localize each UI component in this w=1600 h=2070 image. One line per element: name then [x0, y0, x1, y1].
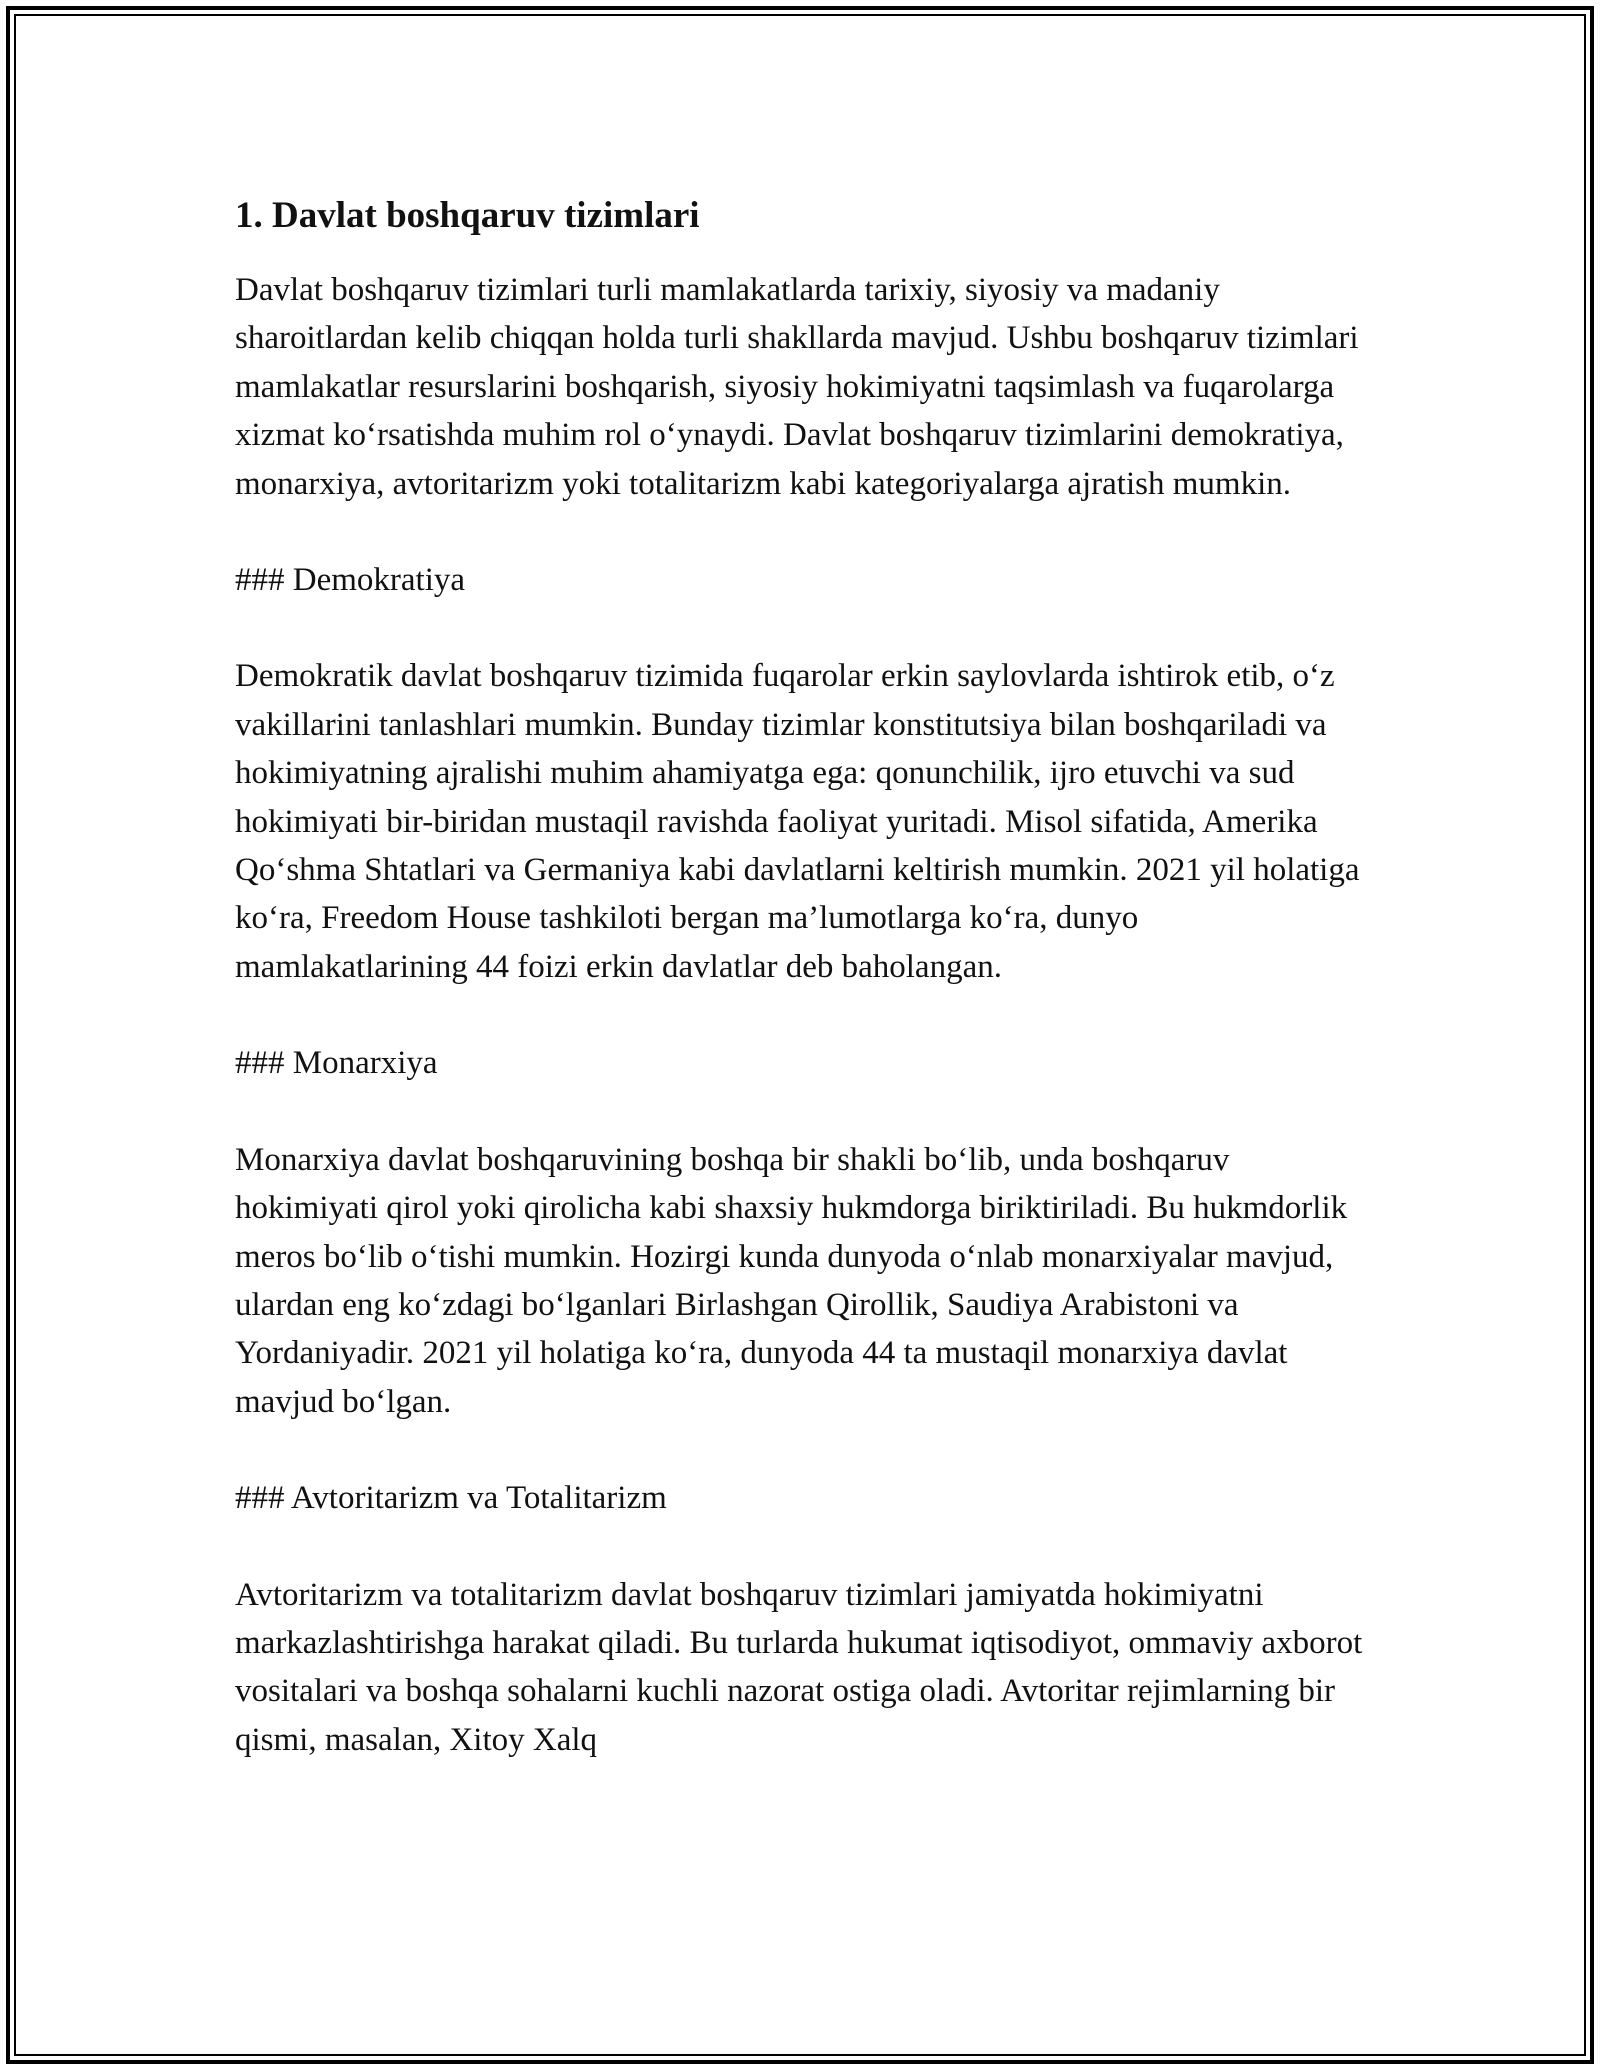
spacer — [235, 1523, 1375, 1571]
document-page — [235, 188, 1375, 1764]
section-heading-demokratiya: ### Demokratiya — [235, 562, 466, 599]
spacer — [235, 1088, 1375, 1136]
section-heading-monarxiya: ### Monarxiya — [235, 1045, 438, 1082]
section-paragraph-avtoritarizm: Avtoritarizm va totalitarizm davlat boshqaruv tizimlari jamiyatda hokimiyatni markazlashtirishga harakat qiladi. Bu turlarda hukumat iqtisodiyot, ommaviy axborot vositalari va boshqa sohalarni kuchli nazorat ostiga oladi. Avtoritar rejimlarning bir qismi, masalan, Xitoy Xalq — [235, 1576, 1363, 1758]
section-heading-avtoritarizm: ### Avtoritarizm va Totalitarizm — [235, 1480, 667, 1517]
section-paragraph-monarxiya: Monarxiya davlat boshqaruvining boshqa bir shakli bo‘lib, unda boshqaruv hokimiyati qirol yoki qirolicha kabi shaxsiy hukmdorga biriktiriladi. Bu hukmdorlik meros bo‘lib o‘tishi mumkin. Hozirgi kunda dunyoda o‘nlab monarxiyalar mavjud, ulardan eng ko‘zdagi bo‘lganlari Birlashgan Qirollik, Saudiya Arabistoni va Yordaniyadir. 2021 yil holatiga ko‘ra, dunyoda 44 ta mustaqil monarxiya davlat mavjud bo‘lgan. — [235, 1141, 1348, 1420]
spacer — [235, 991, 1375, 1039]
intro-paragraph: Davlat boshqaruv tizimlari turli mamlakatlarda tarixiy, siyosiy va madaniy sharoitlardan kelib chiqqan holda turli shakllarda mavjud. Ushbu boshqaruv tizimlari mamlakatlar resurslarini boshqarish, siyosiy hokimiyatni taqsimlash va fuqarolarga xizmat ko‘rsatishda muhim rol o‘ynaydi. Davlat boshqaruv tizimlarini demokratiya, monarxiya, avtoritarizm yoki totalitarizm kabi kategoriyalarga ajratish mumkin. — [235, 272, 1359, 502]
spacer — [235, 508, 1375, 556]
spacer — [235, 604, 1375, 652]
section-paragraph-demokratiya: Demokratik davlat boshqaruv tizimida fuqarolar erkin saylovlarda ishtirok etib, o‘z vakillarini tanlashlari mumkin. Bunday tizimlar konstitutsiya bilan boshqariladi va hokimiyatning ajralishi muhim ahamiyatga ega: qonunchilik, ijro etuvchi va sud hokimiyati bir-biridan mustaqil ravishda faoliyat yuritadi. Misol sifatida, Amerika Qo‘shma Shtatlari va Germaniya kabi davlatlarni keltirish mumkin. 2021 yil holatiga ko‘ra, Freedom House tashkiloti bergan ma’lumotlarga ko‘ra, dunyo mamlakatlarining 44 foizi erkin davlatlar deb baholangan. — [235, 658, 1360, 985]
spacer — [235, 1426, 1375, 1474]
document-title: 1. Davlat boshqaruv tizimlari — [235, 195, 700, 236]
